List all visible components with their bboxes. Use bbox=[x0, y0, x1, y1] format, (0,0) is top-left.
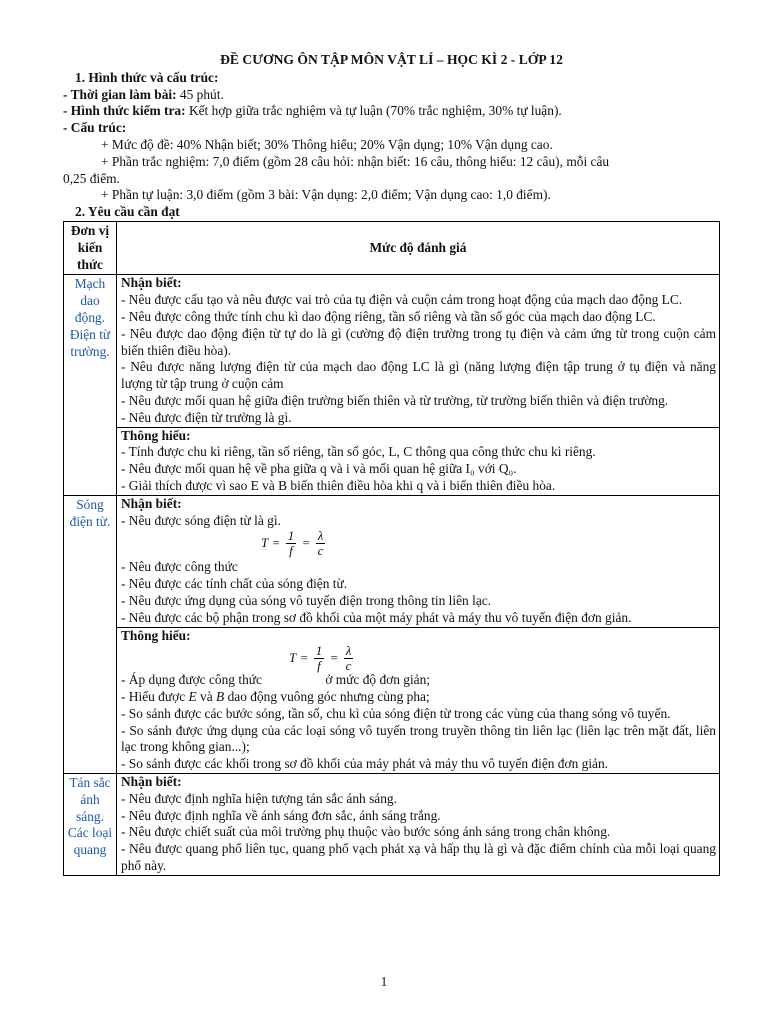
structure-label: - Cấu trúc: bbox=[63, 120, 127, 136]
header-unit: Đơn vị kiến thức bbox=[64, 221, 117, 274]
formula-frac-lc bbox=[316, 529, 326, 558]
time-line bbox=[63, 87, 720, 104]
formula-one: 1 bbox=[315, 643, 323, 659]
block-heading: Nhận biết: bbox=[121, 495, 182, 511]
list-item: - Nêu được năng lượng điện từ của mạch dao động LC là gì (năng lượng điện tập trung ở tụ điện và năng lượng từ tập trung ở cuộn cảm bbox=[121, 359, 716, 392]
list-item: - So sánh được ứng dụng của các loại sóng vô tuyến trong truyền thông tin liên lạc (liên lạc trên mặt đất, liên lạc trong không gian...); bbox=[121, 722, 716, 755]
structure-item-1: + Mức độ đề: 40% Nhận biết; 30% Thông hiểu; 20% Vận dụng; 10% Vận dụng cao. bbox=[101, 136, 553, 152]
requirements-table bbox=[63, 221, 720, 876]
table-header-row bbox=[64, 221, 720, 274]
level-cell bbox=[117, 774, 720, 876]
list-item bbox=[121, 672, 716, 689]
formula-eq: = bbox=[271, 535, 281, 551]
formula-eq: = bbox=[301, 535, 311, 551]
list-item: - Nêu được ứng dụng của sóng vô tuyến điện trong thông tin liên lạc. bbox=[121, 592, 492, 608]
list-item: - Nêu được quang phổ liên tục, quang phổ vạch phát xạ và hấp thụ là gì và đặc điểm chính của mỗi loại quang phổ này. bbox=[121, 841, 716, 874]
list-item: - Nêu được công thức tính chu kì dao động riêng, tần số riêng và tần số góc của mạch dao động LC. bbox=[121, 308, 656, 324]
formula-f: f bbox=[317, 658, 321, 674]
list-item: - Nêu được sóng điện từ là gì. bbox=[121, 512, 281, 528]
vector-B: B bbox=[216, 689, 225, 705]
table-row bbox=[64, 627, 720, 774]
time-label: - Thời gian làm bài: bbox=[63, 86, 177, 102]
block-heading: Thông hiểu: bbox=[121, 427, 191, 443]
list-item: - So sánh được các khối trong sơ đồ khối của máy phát và máy thu vô tuyến điện đơn giản. bbox=[121, 756, 609, 772]
formula-T: T bbox=[289, 650, 297, 666]
level-cell bbox=[117, 627, 720, 774]
formula-eq: = bbox=[329, 650, 339, 666]
text-run: dao động vuông góc nhưng cùng pha; bbox=[224, 689, 430, 705]
list-item: - Nêu được các bộ phận trong sơ đồ khối của một máy phát và máy thu vô tuyến điện đơn giản. bbox=[121, 609, 632, 625]
unit-cell: Tán sắc ánh sáng. Các loại quang bbox=[64, 774, 117, 876]
text-run: - Hiểu được bbox=[121, 689, 189, 705]
list-item bbox=[121, 689, 716, 706]
level-cell bbox=[117, 427, 720, 495]
unit-cell: Mạch dao động. Điện từ trường. bbox=[64, 275, 117, 495]
list-item: - Nêu được điện từ trường là gì. bbox=[121, 409, 292, 425]
document-page bbox=[63, 52, 720, 876]
time-value: 45 phút. bbox=[176, 86, 224, 102]
structure-item-2: + Phần trắc nghiệm: 7,0 điểm (gồm 28 câu hỏi: nhận biết: 16 câu, thông hiểu: 12 câu), mỗi câu bbox=[101, 153, 610, 169]
block-heading: Thông hiểu: bbox=[121, 627, 191, 643]
block-heading: Nhận biết: bbox=[121, 774, 182, 790]
block-heading: Nhận biết: bbox=[121, 275, 182, 291]
formula-frac-lc bbox=[344, 644, 354, 673]
structure-item-2-cont: 0,25 điểm. bbox=[63, 170, 120, 186]
list-item: - Nêu được dao động điện từ tự do là gì (cường độ điện trường trong tụ điện và cảm ứng từ trong cuộn cảm biến thiên điều hòa). bbox=[121, 325, 716, 358]
form-value: Kết hợp giữa trắc nghiệm và tự luận (70% trắc nghiệm, 30% tự luận). bbox=[185, 103, 562, 119]
formula-lambda: λ bbox=[317, 528, 324, 544]
list-item: - Nêu được định nghĩa hiện tượng tán sắc ánh sáng. bbox=[121, 790, 397, 806]
level-cell bbox=[117, 495, 720, 627]
section-heading-2: 2. Yêu cầu cần đạt bbox=[75, 204, 180, 220]
formula-f: f bbox=[289, 543, 293, 559]
formula-c: c bbox=[317, 543, 324, 559]
vector-E: E bbox=[188, 689, 197, 705]
structure-item-3: + Phần tự luận: 3,0 điểm (gồm 3 bài: Vận dụng: 2,0 điểm; Vận dụng cao: 1,0 điểm). bbox=[101, 187, 551, 203]
formula-one: 1 bbox=[287, 528, 295, 544]
list-item: - Nêu được mối quan hệ giữa điện trường biến thiên và từ trường, từ trường biến thiên và điện trường. bbox=[121, 392, 669, 408]
unit-cell: Sóng điện từ. bbox=[64, 495, 117, 773]
form-label: - Hình thức kiểm tra: bbox=[63, 103, 186, 119]
level-cell bbox=[117, 275, 720, 427]
list-item: - Nêu được mối quan hệ về pha giữa q và i và mối quan hệ giữa I₀ với Q₀. bbox=[121, 461, 517, 477]
list-item: - Nêu được công thức bbox=[121, 559, 238, 575]
formula-suffix: ở mức độ đơn giản; bbox=[321, 672, 431, 688]
formula-lambda: λ bbox=[345, 643, 352, 659]
header-level: Mức độ đánh giá bbox=[117, 221, 720, 274]
text-run: và bbox=[196, 689, 217, 705]
formula-frac-1f bbox=[314, 644, 325, 673]
list-item: - So sánh được các bước sóng, tần số, chu kì của sóng điện từ trong các vùng của thang sóng vô tuyến. bbox=[121, 705, 671, 721]
formula-T: T bbox=[261, 535, 269, 551]
list-item: - Tính được chu kì riêng, tần số riêng, tần số góc, L, C thông qua công thức chu kì riêng. bbox=[121, 444, 596, 460]
table-row bbox=[64, 495, 720, 627]
formula-prefix: - Áp dụng được công thức bbox=[121, 672, 262, 688]
list-item: - Nêu được các tính chất của sóng điện từ. bbox=[121, 576, 348, 592]
list-item: - Nêu được định nghĩa về ánh sáng đơn sắc, ánh sáng trắng. bbox=[121, 807, 441, 823]
table-row bbox=[64, 427, 720, 495]
section-heading-1: 1. Hình thức và cấu trúc: bbox=[75, 69, 219, 85]
list-item: - Giải thích được vì sao E và B biến thiên điều hòa khi q và i biến thiên điều hòa. bbox=[121, 477, 556, 493]
list-item: - Nêu được cấu tạo và nêu được vai trò của tụ điện và cuộn cảm trong hoạt động của mạch dao động LC. bbox=[121, 292, 683, 308]
table-row bbox=[64, 774, 720, 876]
table-row bbox=[64, 275, 720, 427]
list-item: - Nêu được chiết suất của môi trường phụ thuộc vào bước sóng ánh sáng trong chân không. bbox=[121, 824, 611, 840]
formula-frac-1f bbox=[286, 529, 297, 558]
form-line bbox=[63, 103, 720, 120]
formula-eq: = bbox=[299, 650, 309, 666]
formula-c: c bbox=[345, 658, 352, 674]
document-title: ĐỀ CƯƠNG ÔN TẬP MÔN VẬT LÍ – HỌC KÌ 2 - LỚP 12 bbox=[220, 52, 563, 67]
page-number: 1 bbox=[380, 974, 388, 989]
